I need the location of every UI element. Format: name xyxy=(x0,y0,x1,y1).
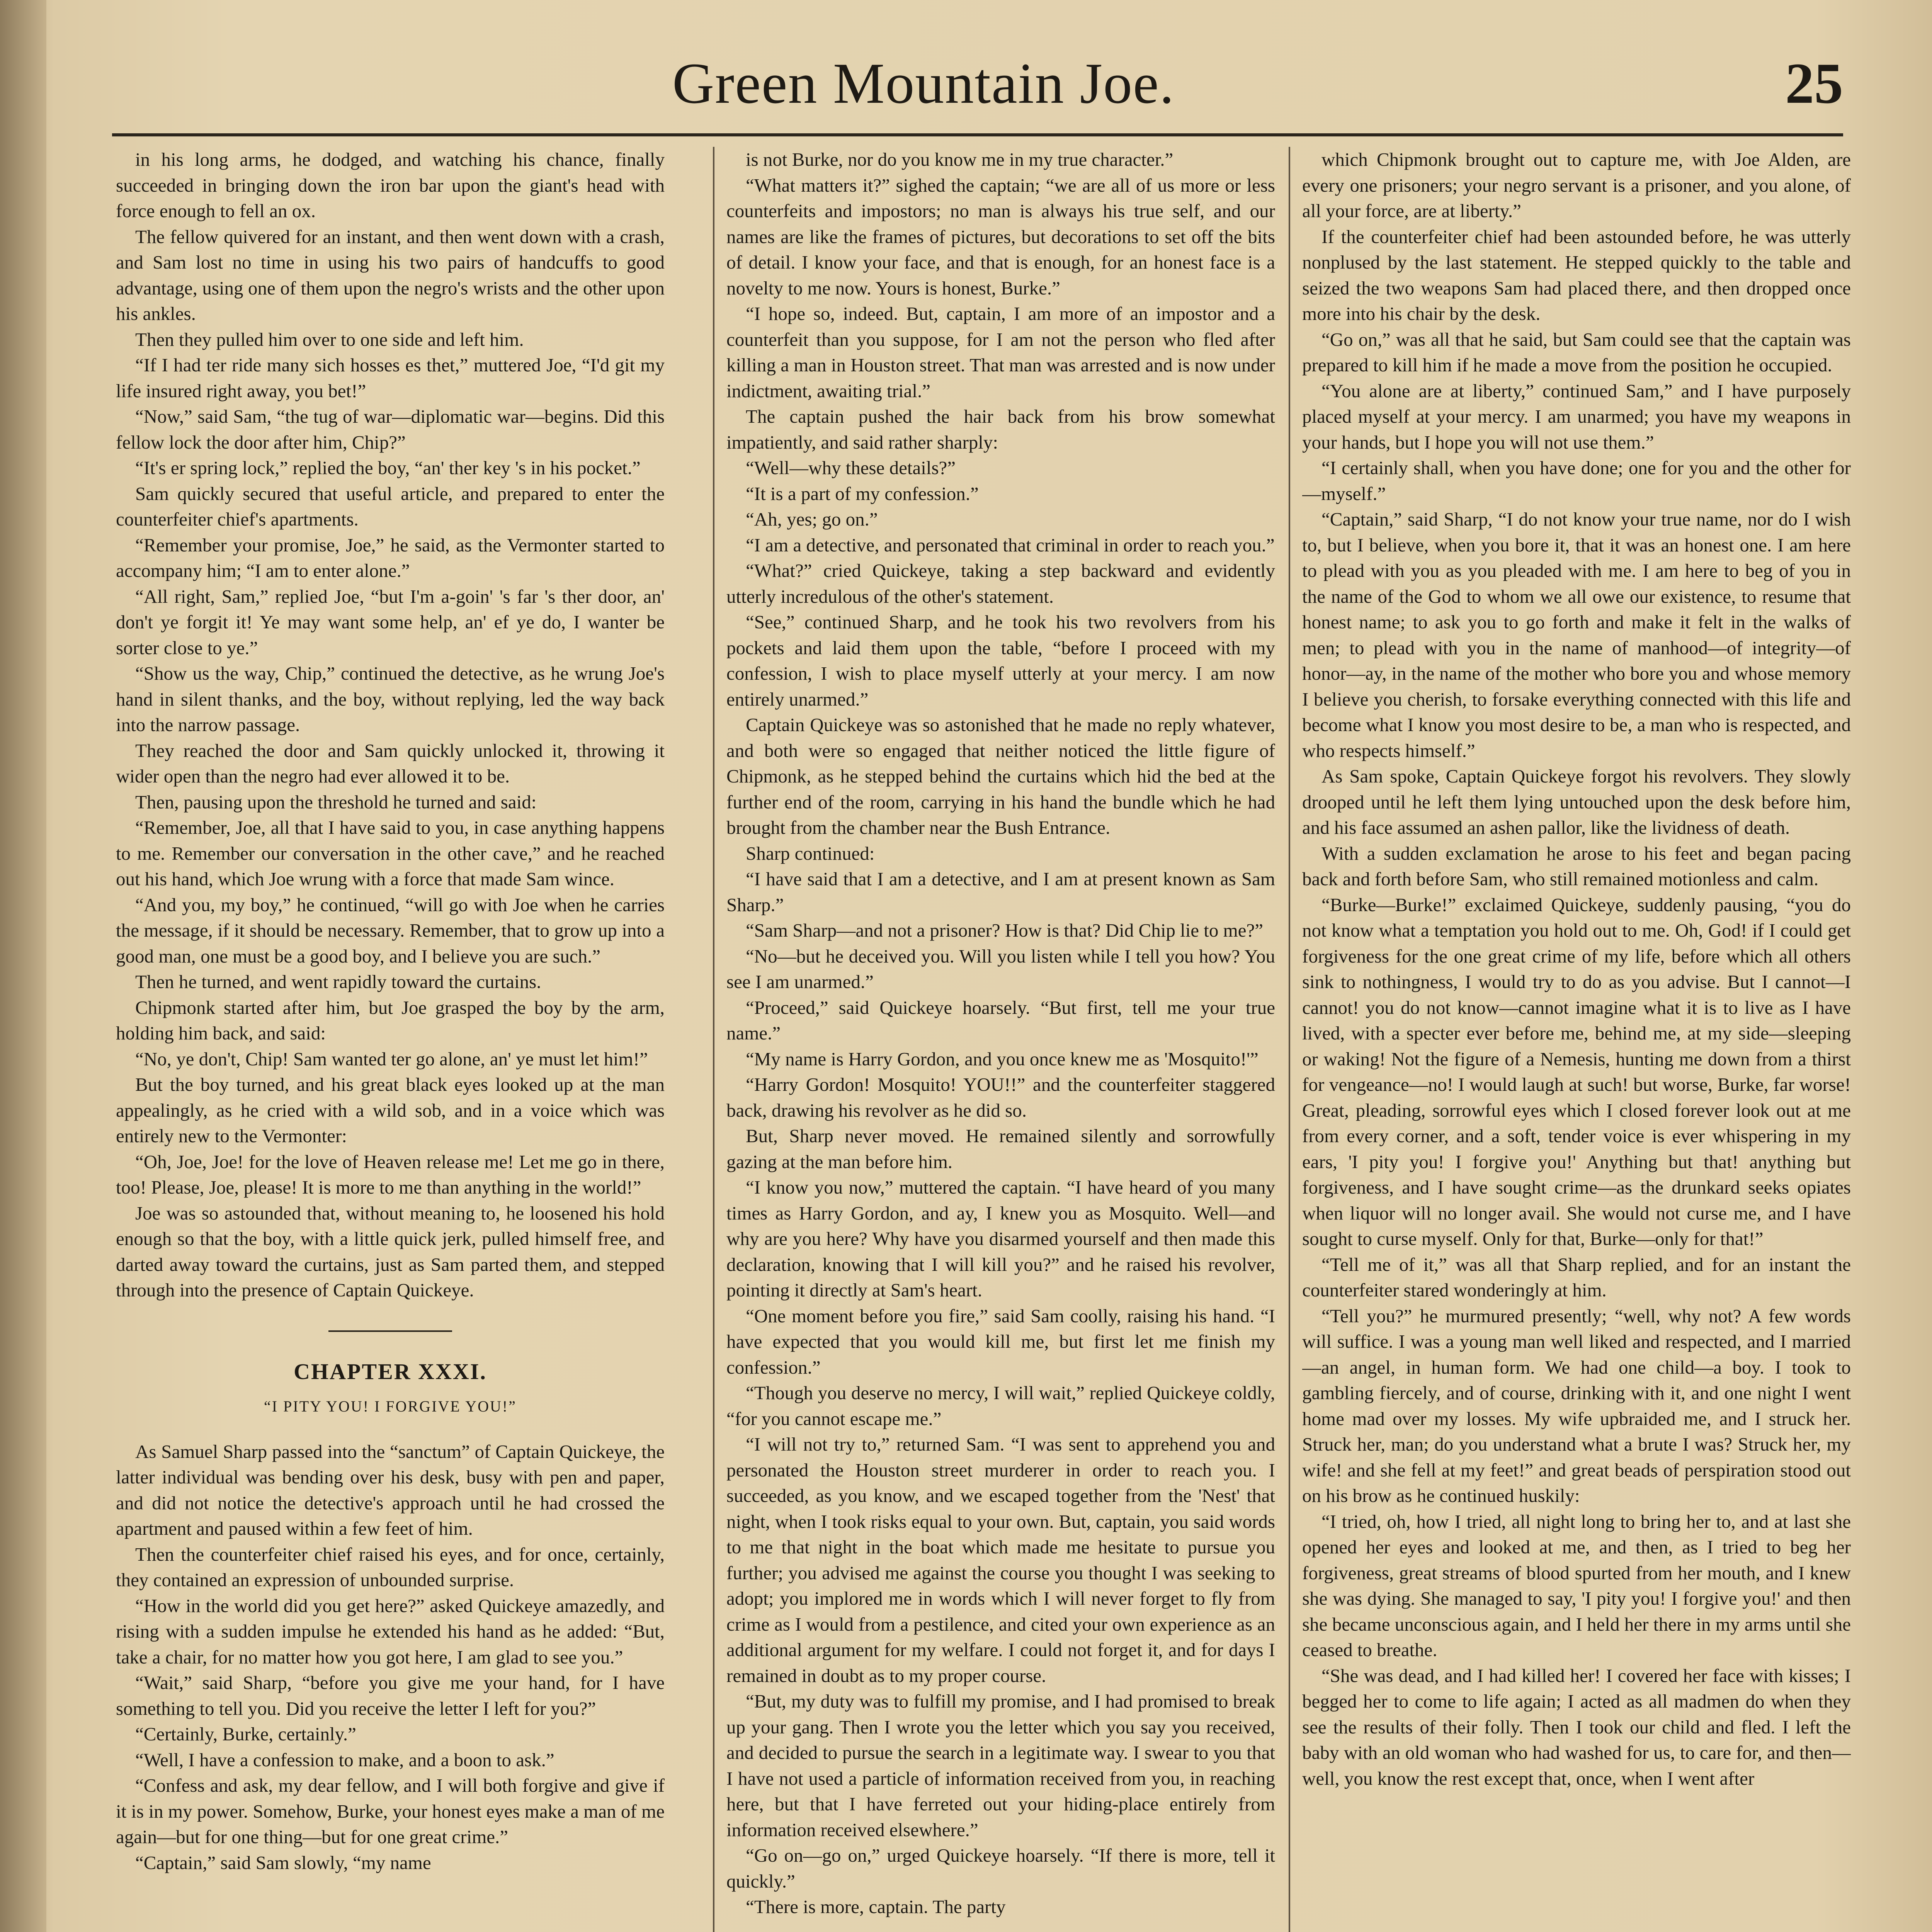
binding-spine xyxy=(0,0,46,1932)
paragraph: “No—but he deceived you. Will you listen while I tell you how? You see I am unarmed.” xyxy=(726,945,1275,992)
paragraph: “My name is Harry Gordon, and you once knew me as 'Mosquito!'” xyxy=(746,1048,1259,1070)
column-3-paragraphs xyxy=(1302,147,1851,1791)
paragraph: “Go on—go on,” urged Quickeye hoarsely. “If there is more, tell it quickly.” xyxy=(726,1845,1275,1892)
paragraph: “Now,” said Sam, “the tug of war—diplomatic war—begins. Did this fellow lock the door after him, Chip?” xyxy=(116,406,665,453)
paragraph: “I have said that I am a detective, and I am at present known as Sam Sharp.” xyxy=(726,868,1275,915)
paragraph: Sam quickly secured that useful article, and prepared to enter the counterfeiter chief's apartments. xyxy=(116,483,665,530)
paragraph: which Chipmonk brought out to capture me, with Joe Alden, are every one prisoners; your negro servant is a prisoner, and you alone, of all your force, are at liberty.” xyxy=(1302,149,1851,221)
paragraph: “I will not try to,” returned Sam. “I was sent to apprehend you and personated the Houston street murderer in order to reach you. I succeeded, as you know, and we escaped together from the 'Nest' that night, when I took risks equal to your own. But, captain, you said words to me that night in the boat which made me hesitate to pursue you further; you advised me against the course you thought I was seeking to adopt; you implored me in words which I will never forget to fly from crime as I would from a pestilence, and cited your own experience as an additional argument for my welfare. I could not forget it, and for days I remained in doubt as to my proper course. xyxy=(726,1434,1275,1686)
paragraph: They reached the door and Sam quickly unlocked it, throwing it wider open than the negro had ever allowed it to be. xyxy=(116,740,665,787)
column-2-paragraphs xyxy=(726,147,1275,1920)
paragraph: Then the counterfeiter chief raised his eyes, and for once, certainly, they contained an expression of unbounded surprise. xyxy=(116,1543,665,1590)
paragraph: “Tell me of it,” was all that Sharp replied, and for an instant the counterfeiter stared wonderingly at him. xyxy=(1302,1253,1851,1301)
paragraph: “I am a detective, and personated that criminal in order to reach you.” xyxy=(746,534,1275,556)
paragraph: “I know you now,” muttered the captain. “I have heard of you many times as Harry Gordon, and ay, I knew you as Mosquito. Well—and why are you here? Why have you disarmed yourself and then made this declaration, knowing that I will kill you?” and he raised his revolver, pointing it directly at Sam's heart. xyxy=(726,1177,1275,1301)
paragraph: “Oh, Joe, Joe! for the love of Heaven release me! Let me go in there, too! Please, Joe, please! It is more to me than anything in the world!” xyxy=(116,1151,665,1198)
paragraph: “You alone are at liberty,” continued Sam,” and I have purposely placed myself at your mercy. I am unarmed; you have my weapons in your hands, but I hope you will not use them.” xyxy=(1302,380,1851,453)
paragraph: “Show us the way, Chip,” continued the detective, as he wrung Joe's hand in silent thanks, and the boy, without replying, led the way back into the narrow passage. xyxy=(116,663,665,735)
paragraph: “What matters it?” sighed the captain; “we are all of us more or less counterfeits and impostors; no man is always his true self, and our names are like the frames of pictures, but decorations to set off the bits of detail. I know your face, and that is enough, for an honest face is a novelty to me now. Yours is honest, Burke.” xyxy=(726,174,1275,299)
paragraph: “Tell you?” he murmured presently; “well, why not? A few words will suffice. I was a young man well liked and respected, and I married—an angel, in human form. We had one child—a boy. I took to gambling fiercely, and of course, drinking with it, and one night I went home mad over my losses. My wife upbraided me, and I struck her. Struck her, man; do you understand what a brute I was? Struck her, my wife! and she fell at my feet!” and great beads of perspiration stood out on his brow as he continued huskily: xyxy=(1302,1305,1851,1506)
paragraph: “All right, Sam,” replied Joe, “but I'm a-goin' 's far 's ther door, an' don't ye forgit it! Ye may want some help, an' ef ye do, I wanter be sorter close to ye.” xyxy=(116,585,665,658)
paragraph: “Burke—Burke!” exclaimed Quickeye, suddenly pausing, “you do not know what a temptation you hold out to me. Oh, God! if I could get forgiveness for the one great crime of my life, before which all others sink to nothingness, I would try to do as you advise. But I cannot—I cannot! you do not know—cannot imagine what it is to live as I have lived, with a specter ever before me, behind me, at my side—sleeping or waking! Not the figure of a Nemesis, hunting me down from a thirst for vengeance—no! I would laugh at such! but worse, Burke, far worse! Great, pleading, sorrowful eyes which I closed forever look out at me from every corner, and a soft, tender voice is ever whispering in my ears, 'I pity you! I forgive you!' Anything but that! anything but forgiveness, and I have sought crime—as the drunkard seeks opiates when liquor will no longer avail. She would not curse me, and I have sought to curse myself. Only for that, Burke—only for that!” xyxy=(1302,894,1851,1249)
paragraph: The captain pushed the hair back from his brow somewhat impatiently, and said rather sharply: xyxy=(726,406,1275,453)
paragraph: “See,” continued Sharp, and he took his two revolvers from his pockets and laid them upon the table, “before I proceed with my confession, I wish to place myself utterly at your mercy. I am now entirely unarmed.” xyxy=(726,611,1275,710)
paragraph: “Sam Sharp—and not a prisoner? How is that? Did Chip lie to me?” xyxy=(746,920,1264,941)
text-column-3 xyxy=(1302,147,1851,1932)
paragraph: “It's er spring lock,” replied the boy, “an' ther key 's in his pocket.” xyxy=(135,457,641,478)
paragraph: “Captain,” said Sam slowly, “my name xyxy=(135,1852,431,1873)
text-column-1 xyxy=(116,147,665,1932)
paragraph: Then they pulled him over to one side and left him. xyxy=(135,328,524,350)
paragraph: “There is more, captain. The party xyxy=(746,1896,1006,1917)
column-1-paragraphs xyxy=(116,147,665,1303)
text-column-2 xyxy=(726,147,1275,1932)
paragraph: “I certainly shall, when you have done; one for you and the other for—myself.” xyxy=(1302,457,1851,504)
paragraph: “Ah, yes; go on.” xyxy=(746,509,878,530)
paragraph: “Though you deserve no mercy, I will wait,” replied Quickeye coldly, “for you cannot escape me.” xyxy=(726,1382,1275,1429)
paragraph: As Sam spoke, Captain Quickeye forgot his revolvers. They slowly drooped until he left them lying untouched upon the desk before him, and his face assumed an ashen pallor, like the lividness of death. xyxy=(1302,765,1851,838)
paragraph: “She was dead, and I had killed her! I covered her face with kisses; I begged her to come to life again; I acted as all madmen do when they see the results of their folly. Then I took our child and fled. I left the baby with an old woman who had washed for us, to care for, and then—well, you know the rest except that, once, when I went after xyxy=(1302,1665,1851,1789)
paragraph: As Samuel Sharp passed into the “sanctum” of Captain Quickeye, the latter individual was bending over his desk, busy with pen and paper, and did not notice the detective's approach until he had crossed the apartment and paused within a few feet of him. xyxy=(116,1440,665,1539)
chapter-heading: CHAPTER XXXI. xyxy=(294,1359,487,1384)
running-title: Green Mountain Joe. xyxy=(672,51,1175,116)
paragraph: is not Burke, nor do you know me in my true character.” xyxy=(746,149,1173,170)
paragraph: “One moment before you fire,” said Sam coolly, raising his hand. “I have expected that you would kill me, but first let me finish my confession.” xyxy=(726,1305,1275,1378)
paragraph: “Harry Gordon! Mosquito! YOU!!” and the counterfeiter staggered back, drawing his revolver as he did so. xyxy=(726,1074,1275,1121)
column-divider xyxy=(1289,147,1290,1932)
paragraph: Sharp continued: xyxy=(746,842,875,864)
paragraph: “But, my duty was to fulfill my promise, and I had promised to break up your gang. Then I wrote you the letter which you say you received, and decided to pursue the search in a legitimate way. I swear to you that I have not used a particle of information received from you, in reaching here, but that I have ferreted out your hiding-place entirely from information received elsewhere.” xyxy=(726,1690,1275,1840)
paragraph: But, Sharp never moved. He remained silently and sorrowfully gazing at the man before him. xyxy=(726,1125,1275,1172)
paragraph: “Certainly, Burke, certainly.” xyxy=(135,1723,356,1745)
paragraph: “Wait,” said Sharp, “before you give me your hand, for I have something to tell you. Did you receive the letter I left for you?” xyxy=(116,1672,665,1719)
paragraph: “I tried, oh, how I tried, all night long to bring her to, and at last she opened her eyes and looked at me, and then, as I tried to beg her forgiveness, great streams of blood spurted from her mouth, and I knew she was dying. She managed to say, 'I pity you! I forgive you!' and then she became unconscious again, and I held her there in my arms until she ceased to breathe. xyxy=(1302,1510,1851,1660)
paragraph: “Captain,” said Sharp, “I do not know your true name, nor do I wish to, but I believe, when you bore it, that it was an honest one. I am here to plead with you as you pleaded with me. I am here to beg of you in the name of the God to whom we all owe our existence, to resume that honest name; to ask you to go forth and make it felt in the walks of men; to plead with you in the name of manhood—of integrity—of honor—ay, in the name of the mother who bore you and whose memory I believe you cherish, to forsake everything connected with this life and become what I know you most desire to be, a man who is respected, and who respects himself.” xyxy=(1302,509,1851,761)
paragraph: “I hope so, indeed. But, captain, I am more of an impostor and a counterfeit than you suppose, for I am not the person who fled after killing a man in Houston street. That man was arrested and is now under indictment, awaiting trial.” xyxy=(726,303,1275,401)
column-divider xyxy=(713,147,714,1932)
paragraph: “Go on,” was all that he said, but Sam could see that the captain was prepared to kill him if he made a move from the position he occupied. xyxy=(1302,328,1851,376)
paragraph: Then he turned, and went rapidly toward the curtains. xyxy=(135,971,541,992)
page-number: 25 xyxy=(1785,51,1843,116)
paragraph: “If I had ter ride many sich hosses es thet,” muttered Joe, “I'd git my life insured right away, you bet!” xyxy=(116,354,665,401)
header-rule xyxy=(112,133,1843,136)
chapter-break-rule xyxy=(328,1330,452,1332)
paragraph: “Proceed,” said Quickeye hoarsely. “But first, tell me your true name.” xyxy=(726,997,1275,1044)
paragraph: “No, ye don't, Chip! Sam wanted ter go alone, an' ye must let him!” xyxy=(135,1048,648,1070)
paragraph: Joe was so astounded that, without meaning to, he loosened his hold enough so that the boy, with a little quick jerk, pulled himself free, and darted away toward the curtains, just as Sam parted them, and stepped through into the presence of Captain Quickeye. xyxy=(116,1202,665,1301)
paragraph: But the boy turned, and his great black eyes looked up at the man appealingly, as he cried with a wild sob, and in a voice which was entirely new to the Vermonter: xyxy=(116,1074,665,1146)
paragraph: Captain Quickeye was so astonished that he made no reply whatever, and both were so engaged that neither noticed the little figure of Chipmonk, as he stepped behind the curtains which hid the bed at the further end of the room, carrying in his hand the bundle which he had brought from the chamber near the Bush Entrance. xyxy=(726,714,1275,838)
paragraph: If the counterfeiter chief had been astounded before, he was utterly nonplused by the last statement. He stepped quickly to the table and seized the two weapons Sam had placed there, and then dropped once more into his chair by the desk. xyxy=(1302,226,1851,324)
page-header xyxy=(112,46,1843,135)
paragraph: “Well, I have a confession to make, and a boon to ask.” xyxy=(135,1749,554,1770)
paragraph: With a sudden exclamation he arose to his feet and began pacing back and forth before Sam, who still remained motionless and calm. xyxy=(1302,842,1851,889)
paragraph: Then, pausing upon the threshold he turned and said: xyxy=(135,791,537,813)
paragraph: “Confess and ask, my dear fellow, and I will both forgive and give if it is in my power. Somehow, Burke, your honest eyes make a man of me again—but for one thing—but for one great crime.” xyxy=(116,1775,665,1847)
paragraph: The fellow quivered for an instant, and then went down with a crash, and Sam lost no time in using his two pairs of handcuffs to good advantage, using one of them upon the negro's wrists and the other upon his ankles. xyxy=(116,226,665,324)
paragraph: in his long arms, he dodged, and watching his chance, finally succeeded in bringing down the iron bar upon the giant's head with force enough to fell an ox. xyxy=(116,149,665,221)
paragraph: “It is a part of my confession.” xyxy=(746,483,979,504)
chapter-subtitle: “I PITY YOU! I FORGIVE YOU!” xyxy=(264,1398,517,1415)
paragraph: Chipmonk started after him, but Joe grasped the boy by the arm, holding him back, and said: xyxy=(116,997,665,1044)
paragraph: “And you, my boy,” he continued, “will go with Joe when he carries the message, if it should be necessary. Remember, that to grow up into a good man, one must be a good boy, and I believe you are such.” xyxy=(116,894,665,967)
paragraph: “Well—why these details?” xyxy=(746,457,956,478)
column-1-chapter-paragraphs xyxy=(116,1439,665,1876)
paragraph: “How in the world did you get here?” asked Quickeye amazedly, and rising with a sudden impulse he extended his hand as he added: “But, take a chair, for no matter how you got here, I am glad to see you.” xyxy=(116,1595,665,1668)
paragraph: “What?” cried Quickeye, taking a step backward and evidently utterly incredulous of the other's statement. xyxy=(726,560,1275,607)
paragraph: “Remember, Joe, all that I have said to you, in case anything happens to me. Remember our conversation in the other cave,” and he reached out his hand, which Joe wrung with a force that made Sam wince. xyxy=(116,817,665,889)
paragraph: “Remember your promise, Joe,” he said, as the Vermonter started to accompany him; “I am to enter alone.” xyxy=(116,534,665,581)
